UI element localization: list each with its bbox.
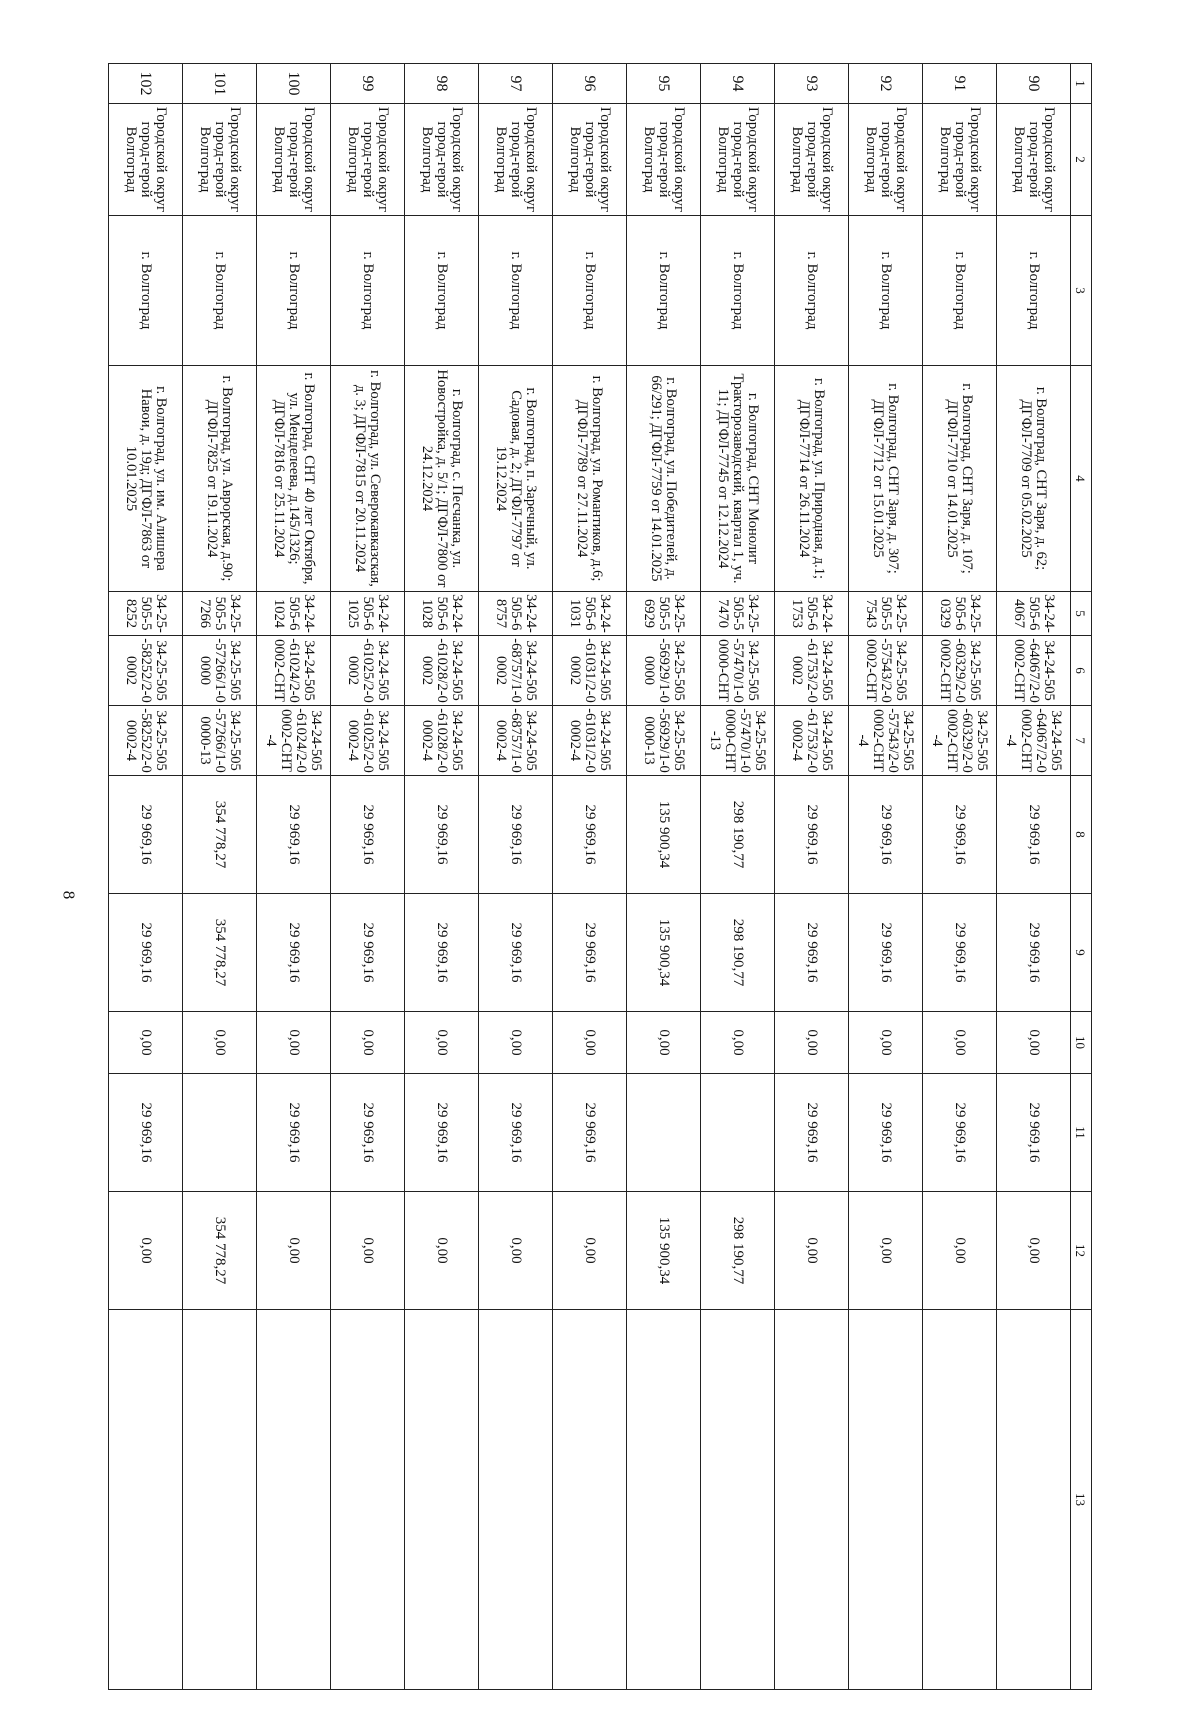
header-row bbox=[1071, 64, 1092, 1690]
column-header-7: 7 bbox=[1071, 706, 1092, 776]
code-cell: 34-25-505-56929 bbox=[627, 592, 701, 636]
id-cell: 34-24-505-61024/2-00002-СНТ bbox=[257, 636, 331, 706]
amount-col10: 0,00 bbox=[257, 1012, 331, 1074]
amount-col11: 29 969,16 bbox=[479, 1074, 553, 1192]
id-full-cell: 34-25-505-57266/1-00000-13 bbox=[183, 706, 257, 776]
id-full-cell: 34-24-505-61025/2-00002-4 bbox=[331, 706, 405, 776]
column-header-4: 4 bbox=[1071, 366, 1092, 592]
code-cell: 34-24-505-61028 bbox=[405, 592, 479, 636]
row-number: 91 bbox=[923, 64, 997, 104]
row-number: 93 bbox=[775, 64, 849, 104]
code-cell: 34-24-505-68757 bbox=[479, 592, 553, 636]
address-cell: г. Волгоград, СНТ 40 лет Октября, ул. Менделеева, д.145/1326; ДГФЛ-7816 от 25.11.2024 bbox=[257, 366, 331, 592]
table-row bbox=[109, 64, 183, 1690]
column-header-11: 11 bbox=[1071, 1074, 1092, 1192]
amount-col8: 298 190,77 bbox=[701, 776, 775, 894]
district-cell: Городской округ город-герой Волгоград bbox=[701, 104, 775, 216]
note-cell bbox=[775, 1310, 849, 1690]
rotated-table-container bbox=[112, 63, 1092, 1689]
amount-col12: 0,00 bbox=[775, 1192, 849, 1310]
id-full-cell: 34-25-505-57543/2-00002-СНТ-4 bbox=[849, 706, 923, 776]
amount-col11: 29 969,16 bbox=[331, 1074, 405, 1192]
amount-col11: 29 969,16 bbox=[553, 1074, 627, 1192]
amount-col8: 29 969,16 bbox=[553, 776, 627, 894]
id-cell: 34-25-505-58252/2-00002 bbox=[109, 636, 183, 706]
district-cell: Городской округ город-герой Волгоград bbox=[405, 104, 479, 216]
column-header-3: 3 bbox=[1071, 216, 1092, 366]
table-row bbox=[997, 64, 1071, 1690]
note-cell bbox=[997, 1310, 1071, 1690]
amount-col11: 29 969,16 bbox=[109, 1074, 183, 1192]
note-cell bbox=[257, 1310, 331, 1690]
address-cell: г. Волгоград, СНТ Заря, д. 62; ДГФЛ-7709 от 05.02.2025 bbox=[997, 366, 1071, 592]
city-cell: г. Волгоград bbox=[257, 216, 331, 366]
row-number: 100 bbox=[257, 64, 331, 104]
id-cell: 34-24-505-61025/2-00002 bbox=[331, 636, 405, 706]
page-number-text: 8 bbox=[59, 890, 78, 900]
district-cell: Городской округ город-герой Волгоград bbox=[923, 104, 997, 216]
code-cell: 34-24-505-61025 bbox=[331, 592, 405, 636]
column-header-2: 2 bbox=[1071, 104, 1092, 216]
city-cell: г. Волгоград bbox=[701, 216, 775, 366]
amount-col10: 0,00 bbox=[997, 1012, 1071, 1074]
address-cell: г. Волгоград, ул. Аврорская, д.90; ДГФЛ-7825 от 19.11.2024 bbox=[183, 366, 257, 592]
amount-col11: 29 969,16 bbox=[257, 1074, 331, 1192]
amount-col8: 29 969,16 bbox=[849, 776, 923, 894]
address-cell: г. Волгоград, ул. им. Алишера Навои, д. 19д; ДГФЛ-7863 от 10.01.2025 bbox=[109, 366, 183, 592]
amount-col8: 29 969,16 bbox=[923, 776, 997, 894]
row-number: 98 bbox=[405, 64, 479, 104]
district-cell: Городской округ город-герой Волгоград bbox=[109, 104, 183, 216]
amount-col12: 0,00 bbox=[553, 1192, 627, 1310]
amount-col8: 135 900,34 bbox=[627, 776, 701, 894]
column-header-10: 10 bbox=[1071, 1012, 1092, 1074]
note-cell bbox=[331, 1310, 405, 1690]
id-cell: 34-24-505-61028/2-00002 bbox=[405, 636, 479, 706]
amount-col11 bbox=[701, 1074, 775, 1192]
amount-col10: 0,00 bbox=[331, 1012, 405, 1074]
amount-col9: 29 969,16 bbox=[257, 894, 331, 1012]
amount-col10: 0,00 bbox=[701, 1012, 775, 1074]
amount-col9: 29 969,16 bbox=[997, 894, 1071, 1012]
city-cell: г. Волгоград bbox=[849, 216, 923, 366]
table-row bbox=[701, 64, 775, 1690]
district-cell: Городской округ город-герой Волгоград bbox=[997, 104, 1071, 216]
id-cell: 34-24-505-64067/2-00002-СНТ bbox=[997, 636, 1071, 706]
amount-col12: 0,00 bbox=[257, 1192, 331, 1310]
address-cell: г. Волгоград, ул. Природная, д.1; ДГФЛ-7714 от 26.11.2024 bbox=[775, 366, 849, 592]
note-cell bbox=[183, 1310, 257, 1690]
column-header-8: 8 bbox=[1071, 776, 1092, 894]
id-cell: 34-25-505-57470/1-00000-СНТ bbox=[701, 636, 775, 706]
district-cell: Городской округ город-герой Волгоград bbox=[479, 104, 553, 216]
amount-col12: 0,00 bbox=[849, 1192, 923, 1310]
amount-col10: 0,00 bbox=[849, 1012, 923, 1074]
note-cell bbox=[701, 1310, 775, 1690]
row-number: 101 bbox=[183, 64, 257, 104]
code-cell: 34-25-505-57543 bbox=[849, 592, 923, 636]
amount-col9: 29 969,16 bbox=[405, 894, 479, 1012]
id-full-cell: 34-24-505-61031/2-00002-4 bbox=[553, 706, 627, 776]
code-cell: 34-24-505-61024 bbox=[257, 592, 331, 636]
amount-col11: 29 969,16 bbox=[997, 1074, 1071, 1192]
amount-col8: 29 969,16 bbox=[109, 776, 183, 894]
amount-col11: 29 969,16 bbox=[775, 1074, 849, 1192]
city-cell: г. Волгоград bbox=[109, 216, 183, 366]
amount-col12: 0,00 bbox=[479, 1192, 553, 1310]
table-row bbox=[923, 64, 997, 1690]
city-cell: г. Волгоград bbox=[479, 216, 553, 366]
address-cell: г. Волгоград, СНТ Заря, д. 107; ДГФЛ-7710 от 14.01.2025 bbox=[923, 366, 997, 592]
city-cell: г. Волгоград bbox=[405, 216, 479, 366]
amount-col9: 298 190,77 bbox=[701, 894, 775, 1012]
amount-col12: 0,00 bbox=[405, 1192, 479, 1310]
amount-col8: 29 969,16 bbox=[331, 776, 405, 894]
id-cell: 34-25-505-60329/2-00002-СНТ bbox=[923, 636, 997, 706]
table-row bbox=[183, 64, 257, 1690]
city-cell: г. Волгоград bbox=[627, 216, 701, 366]
table-row bbox=[331, 64, 405, 1690]
table-row bbox=[257, 64, 331, 1690]
city-cell: г. Волгоград bbox=[553, 216, 627, 366]
amount-col10: 0,00 bbox=[183, 1012, 257, 1074]
id-full-cell: 34-25-505-58252/2-00002-4 bbox=[109, 706, 183, 776]
amount-col12: 0,00 bbox=[997, 1192, 1071, 1310]
amount-col10: 0,00 bbox=[775, 1012, 849, 1074]
column-header-12: 12 bbox=[1071, 1192, 1092, 1310]
row-number: 96 bbox=[553, 64, 627, 104]
amount-col9: 29 969,16 bbox=[479, 894, 553, 1012]
address-cell: г. Волгоград, п. Заречный, ул. Садовая, д. 2; ДГФЛ-7797 от 19.12.2024 bbox=[479, 366, 553, 592]
table-row bbox=[405, 64, 479, 1690]
amount-col10: 0,00 bbox=[923, 1012, 997, 1074]
amount-col9: 354 778,27 bbox=[183, 894, 257, 1012]
id-full-cell: 34-24-505-61028/2-00002-4 bbox=[405, 706, 479, 776]
city-cell: г. Волгоград bbox=[997, 216, 1071, 366]
note-cell bbox=[479, 1310, 553, 1690]
id-full-cell: 34-25-505-60329/2-00002-СНТ-4 bbox=[923, 706, 997, 776]
id-full-cell: 34-25-505-57470/1-00000-СНТ-13 bbox=[701, 706, 775, 776]
id-full-cell: 34-24-505-61753/2-00002-4 bbox=[775, 706, 849, 776]
note-cell bbox=[553, 1310, 627, 1690]
id-cell: 34-24-505-68757/1-00002 bbox=[479, 636, 553, 706]
id-cell: 34-24-505-61753/2-00002 bbox=[775, 636, 849, 706]
table-body bbox=[109, 64, 1092, 1690]
id-full-cell: 34-25-505-56929/1-00000-13 bbox=[627, 706, 701, 776]
district-cell: Городской округ город-герой Волгоград bbox=[183, 104, 257, 216]
amount-col9: 29 969,16 bbox=[553, 894, 627, 1012]
city-cell: г. Волгоград bbox=[183, 216, 257, 366]
amount-col12: 298 190,77 bbox=[701, 1192, 775, 1310]
code-cell: 34-24-505-64067 bbox=[997, 592, 1071, 636]
page-number bbox=[60, 880, 76, 910]
district-cell: Городской округ город-герой Волгоград bbox=[553, 104, 627, 216]
id-cell: 34-24-505-61031/2-00002 bbox=[553, 636, 627, 706]
address-cell: г. Волгоград, ул. Романтиков, д.6; ДГФЛ-7789 от 27.11.2024 bbox=[553, 366, 627, 592]
column-header-13: 13 bbox=[1071, 1310, 1092, 1690]
amount-col9: 29 969,16 bbox=[331, 894, 405, 1012]
note-cell bbox=[109, 1310, 183, 1690]
amount-col10: 0,00 bbox=[405, 1012, 479, 1074]
amount-col8: 29 969,16 bbox=[479, 776, 553, 894]
code-cell: 34-24-505-61753 bbox=[775, 592, 849, 636]
row-number: 97 bbox=[479, 64, 553, 104]
city-cell: г. Волгоград bbox=[775, 216, 849, 366]
id-full-cell: 34-24-505-61024/2-00002-СНТ-4 bbox=[257, 706, 331, 776]
table-row bbox=[479, 64, 553, 1690]
district-cell: Городской округ город-герой Волгоград bbox=[849, 104, 923, 216]
amount-col11: 29 969,16 bbox=[849, 1074, 923, 1192]
district-cell: Городской округ город-герой Волгоград bbox=[257, 104, 331, 216]
district-cell: Городской округ город-герой Волгоград bbox=[627, 104, 701, 216]
amount-col9: 29 969,16 bbox=[923, 894, 997, 1012]
table-row bbox=[627, 64, 701, 1690]
address-cell: г. Волгоград, ул. Победителей, д. 66/291; ДГФЛ-7759 от 14.01.2025 bbox=[627, 366, 701, 592]
row-number: 102 bbox=[109, 64, 183, 104]
amount-col9: 29 969,16 bbox=[109, 894, 183, 1012]
district-cell: Городской округ город-герой Волгоград bbox=[775, 104, 849, 216]
amount-col9: 29 969,16 bbox=[775, 894, 849, 1012]
address-cell: г. Волгоград, ул. Северокавказская, д. 3; ДГФЛ-7815 от 20.11.2024 bbox=[331, 366, 405, 592]
amount-col11: 29 969,16 bbox=[405, 1074, 479, 1192]
code-cell: 34-25-505-57266 bbox=[183, 592, 257, 636]
row-number: 99 bbox=[331, 64, 405, 104]
id-cell: 34-25-505-56929/1-00000 bbox=[627, 636, 701, 706]
column-header-9: 9 bbox=[1071, 894, 1092, 1012]
code-cell: 34-24-505-61031 bbox=[553, 592, 627, 636]
amount-col8: 29 969,16 bbox=[775, 776, 849, 894]
note-cell bbox=[405, 1310, 479, 1690]
amount-col12: 0,00 bbox=[109, 1192, 183, 1310]
amount-col8: 29 969,16 bbox=[997, 776, 1071, 894]
row-number: 90 bbox=[997, 64, 1071, 104]
id-full-cell: 34-24-505-64067/2-00002-СНТ-4 bbox=[997, 706, 1071, 776]
address-cell: г. Волгоград, с. Песчанка, ул. Новостройка, д. 5/1; ДГФЛ-7800 от 24.12.2024 bbox=[405, 366, 479, 592]
address-cell: г. Волгоград, СНТ Монолит Тракторозаводский, квартал 1, уч. 11; ДГФЛ-7745 от 12.12.2024 bbox=[701, 366, 775, 592]
id-full-cell: 34-24-505-68757/1-00002-4 bbox=[479, 706, 553, 776]
district-cell: Городской округ город-герой Волгоград bbox=[331, 104, 405, 216]
column-header-5: 5 bbox=[1071, 592, 1092, 636]
note-cell bbox=[923, 1310, 997, 1690]
amount-col12: 0,00 bbox=[923, 1192, 997, 1310]
note-cell bbox=[627, 1310, 701, 1690]
id-cell: 34-25-505-57543/2-00002-СНТ bbox=[849, 636, 923, 706]
table-row bbox=[849, 64, 923, 1690]
city-cell: г. Волгоград bbox=[923, 216, 997, 366]
amount-col11 bbox=[627, 1074, 701, 1192]
code-cell: 34-25-505-60329 bbox=[923, 592, 997, 636]
column-header-6: 6 bbox=[1071, 636, 1092, 706]
column-header-1: 1 bbox=[1071, 64, 1092, 104]
amount-col10: 0,00 bbox=[627, 1012, 701, 1074]
amount-col12: 0,00 bbox=[331, 1192, 405, 1310]
amount-col10: 0,00 bbox=[109, 1012, 183, 1074]
row-number: 92 bbox=[849, 64, 923, 104]
table-row bbox=[775, 64, 849, 1690]
amount-col11 bbox=[183, 1074, 257, 1192]
row-number: 94 bbox=[701, 64, 775, 104]
amount-col9: 29 969,16 bbox=[849, 894, 923, 1012]
amount-col12: 354 778,27 bbox=[183, 1192, 257, 1310]
city-cell: г. Волгоград bbox=[331, 216, 405, 366]
code-cell: 34-25-505-57470 bbox=[701, 592, 775, 636]
note-cell bbox=[849, 1310, 923, 1690]
amount-col11: 29 969,16 bbox=[923, 1074, 997, 1192]
amount-col10: 0,00 bbox=[479, 1012, 553, 1074]
data-table bbox=[108, 63, 1092, 1690]
code-cell: 34-25-505-58252 bbox=[109, 592, 183, 636]
id-cell: 34-25-505-57266/1-00000 bbox=[183, 636, 257, 706]
amount-col9: 135 900,34 bbox=[627, 894, 701, 1012]
amount-col12: 135 900,34 bbox=[627, 1192, 701, 1310]
row-number: 95 bbox=[627, 64, 701, 104]
amount-col8: 29 969,16 bbox=[257, 776, 331, 894]
table-row bbox=[553, 64, 627, 1690]
amount-col8: 29 969,16 bbox=[405, 776, 479, 894]
address-cell: г. Волгоград, СНТ Заря, д. 307; ДГФЛ-7712 от 15.01.2025 bbox=[849, 366, 923, 592]
amount-col8: 354 778,27 bbox=[183, 776, 257, 894]
amount-col10: 0,00 bbox=[553, 1012, 627, 1074]
